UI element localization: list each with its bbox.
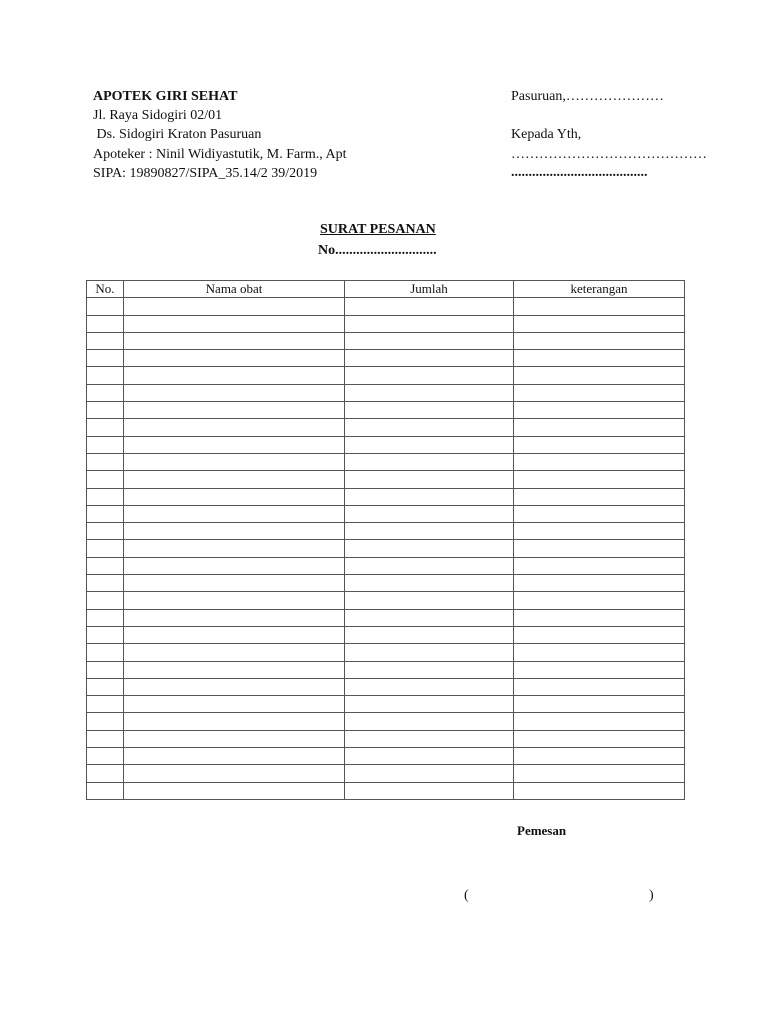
document-title: SURAT PESANAN xyxy=(320,222,436,237)
table-cell xyxy=(514,332,685,349)
recipient-line-1: …………………………………… xyxy=(511,147,707,162)
table-cell xyxy=(514,471,685,488)
table-cell xyxy=(124,696,345,713)
table-cell xyxy=(87,540,124,557)
table-cell xyxy=(124,557,345,574)
table-cell xyxy=(87,609,124,626)
table-cell xyxy=(345,575,514,592)
table-cell xyxy=(124,782,345,799)
table-cell xyxy=(345,384,514,401)
table-cell xyxy=(87,748,124,765)
table-cell xyxy=(345,713,514,730)
table-cell xyxy=(514,523,685,540)
table-cell xyxy=(87,661,124,678)
table-cell xyxy=(345,540,514,557)
table-row xyxy=(87,384,685,401)
table-cell xyxy=(87,696,124,713)
table-row xyxy=(87,609,685,626)
table-row xyxy=(87,592,685,609)
table-cell xyxy=(87,471,124,488)
table-cell xyxy=(345,453,514,470)
table-cell xyxy=(345,505,514,522)
table-cell xyxy=(87,315,124,332)
recipient-label: Kepada Yth, xyxy=(511,127,582,142)
order-table-body xyxy=(87,298,685,800)
recipient-line-2: ....................................... xyxy=(511,165,648,180)
table-cell xyxy=(514,748,685,765)
table-header-row xyxy=(87,281,685,298)
table-cell xyxy=(345,350,514,367)
address-line-2: Ds. Sidogiri Kraton Pasuruan xyxy=(93,127,262,142)
place-date: Pasuruan,………………… xyxy=(511,89,664,104)
table-cell xyxy=(124,488,345,505)
table-cell xyxy=(345,661,514,678)
header-no: No. xyxy=(87,281,124,298)
table-cell xyxy=(514,575,685,592)
table-cell xyxy=(124,419,345,436)
table-cell xyxy=(124,609,345,626)
table-cell xyxy=(514,505,685,522)
table-cell xyxy=(87,765,124,782)
table-cell xyxy=(124,332,345,349)
table-row xyxy=(87,696,685,713)
table-row xyxy=(87,626,685,643)
table-cell xyxy=(514,419,685,436)
table-cell xyxy=(87,453,124,470)
table-cell xyxy=(124,453,345,470)
table-cell xyxy=(124,626,345,643)
table-cell xyxy=(514,367,685,384)
table-cell xyxy=(345,557,514,574)
table-cell xyxy=(514,626,685,643)
table-cell xyxy=(87,575,124,592)
table-cell xyxy=(345,298,514,315)
table-cell xyxy=(345,765,514,782)
table-cell xyxy=(514,540,685,557)
table-cell xyxy=(124,471,345,488)
table-cell xyxy=(124,661,345,678)
table-row xyxy=(87,471,685,488)
table-cell xyxy=(124,644,345,661)
table-row xyxy=(87,523,685,540)
table-cell xyxy=(124,298,345,315)
table-cell xyxy=(514,488,685,505)
table-cell xyxy=(345,488,514,505)
table-cell xyxy=(87,419,124,436)
table-cell xyxy=(124,402,345,419)
table-row xyxy=(87,713,685,730)
table-cell xyxy=(514,350,685,367)
table-cell xyxy=(345,609,514,626)
table-cell xyxy=(345,626,514,643)
table-cell xyxy=(345,332,514,349)
table-cell xyxy=(514,609,685,626)
table-cell xyxy=(124,505,345,522)
table-cell xyxy=(87,644,124,661)
table-row xyxy=(87,419,685,436)
table-cell xyxy=(124,575,345,592)
table-row xyxy=(87,782,685,799)
table-cell xyxy=(345,696,514,713)
table-cell xyxy=(124,678,345,695)
table-cell xyxy=(87,298,124,315)
table-cell xyxy=(87,505,124,522)
table-cell xyxy=(345,592,514,609)
table-cell xyxy=(87,367,124,384)
table-row xyxy=(87,367,685,384)
table-row xyxy=(87,453,685,470)
table-row xyxy=(87,298,685,315)
table-row xyxy=(87,765,685,782)
document-number: No............................. xyxy=(318,243,437,258)
order-table xyxy=(86,280,685,800)
table-cell xyxy=(124,713,345,730)
table-cell xyxy=(514,384,685,401)
table-row xyxy=(87,540,685,557)
signature-open-paren: ( xyxy=(464,888,469,903)
table-cell xyxy=(345,523,514,540)
table-cell xyxy=(514,782,685,799)
table-cell xyxy=(345,730,514,747)
table-row xyxy=(87,678,685,695)
signature-label: Pemesan xyxy=(517,823,567,838)
table-cell xyxy=(87,678,124,695)
table-cell xyxy=(345,419,514,436)
table-cell xyxy=(345,471,514,488)
table-row xyxy=(87,557,685,574)
table-cell xyxy=(514,298,685,315)
table-cell xyxy=(514,453,685,470)
table-row xyxy=(87,332,685,349)
table-row xyxy=(87,350,685,367)
address-line-1: Jl. Raya Sidogiri 02/01 xyxy=(93,108,223,123)
table-cell xyxy=(87,592,124,609)
table-cell xyxy=(124,748,345,765)
table-cell xyxy=(514,713,685,730)
table-row xyxy=(87,661,685,678)
table-cell xyxy=(124,540,345,557)
table-cell xyxy=(345,315,514,332)
table-row xyxy=(87,575,685,592)
pharmacy-name: APOTEK GIRI SEHAT xyxy=(93,89,238,104)
table-cell xyxy=(124,523,345,540)
sipa-number: SIPA: 19890827/SIPA_35.14/2 39/2019 xyxy=(93,166,318,181)
table-cell xyxy=(87,436,124,453)
header-quantity: Jumlah xyxy=(345,281,514,298)
table-cell xyxy=(514,678,685,695)
table-cell xyxy=(124,592,345,609)
table-cell xyxy=(345,644,514,661)
table-cell xyxy=(514,557,685,574)
table-cell xyxy=(87,782,124,799)
table-cell xyxy=(124,436,345,453)
pharmacist-name: Apoteker : Ninil Widiyastutik, M. Farm., Apt xyxy=(93,147,347,162)
table-cell xyxy=(87,730,124,747)
table-cell xyxy=(87,523,124,540)
table-cell xyxy=(87,713,124,730)
table-cell xyxy=(345,782,514,799)
table-cell xyxy=(345,678,514,695)
table-cell xyxy=(345,367,514,384)
table-cell xyxy=(345,748,514,765)
table-row xyxy=(87,315,685,332)
table-cell xyxy=(514,644,685,661)
signature-close-paren: ) xyxy=(649,888,654,903)
table-cell xyxy=(87,557,124,574)
table-row xyxy=(87,644,685,661)
table-cell xyxy=(87,402,124,419)
table-cell xyxy=(514,402,685,419)
table-cell xyxy=(124,350,345,367)
table-cell xyxy=(345,402,514,419)
table-cell xyxy=(124,765,345,782)
header-notes: keterangan xyxy=(514,281,685,298)
table-cell xyxy=(124,367,345,384)
table-cell xyxy=(514,436,685,453)
table-cell xyxy=(514,765,685,782)
table-cell xyxy=(514,592,685,609)
header-drug-name: Nama obat xyxy=(124,281,345,298)
table-cell xyxy=(87,626,124,643)
table-cell xyxy=(514,696,685,713)
table-row xyxy=(87,730,685,747)
table-cell xyxy=(87,384,124,401)
table-cell xyxy=(345,436,514,453)
table-cell xyxy=(514,315,685,332)
table-cell xyxy=(514,730,685,747)
table-cell xyxy=(87,332,124,349)
table-cell xyxy=(124,384,345,401)
table-cell xyxy=(87,488,124,505)
table-cell xyxy=(124,315,345,332)
table-row xyxy=(87,402,685,419)
table-row xyxy=(87,488,685,505)
table-row xyxy=(87,748,685,765)
table-cell xyxy=(514,661,685,678)
table-cell xyxy=(87,350,124,367)
table-row xyxy=(87,436,685,453)
table-cell xyxy=(124,730,345,747)
table-row xyxy=(87,505,685,522)
